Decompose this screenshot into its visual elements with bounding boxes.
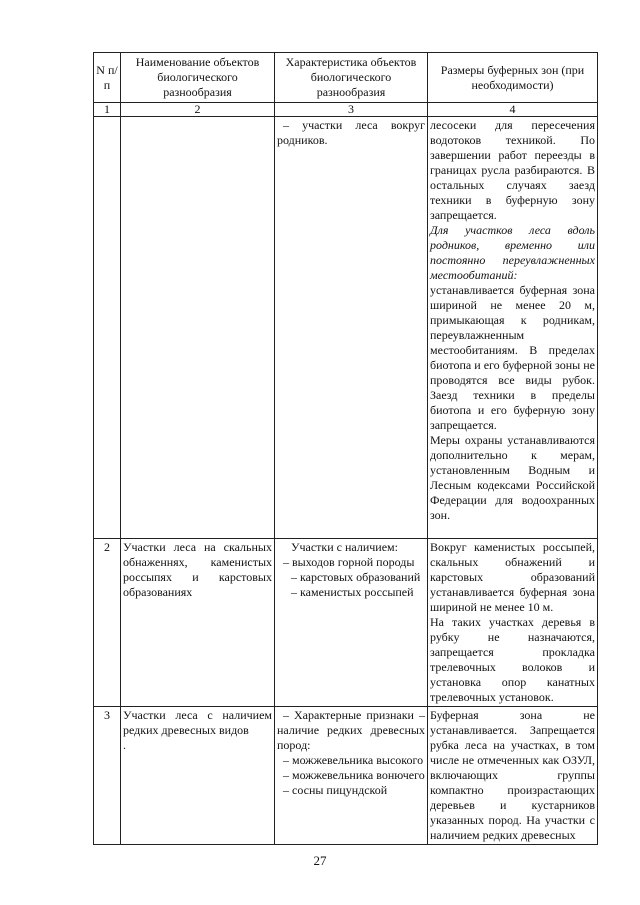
characteristic-item: – можжевельника высокого xyxy=(283,753,424,767)
characteristic-item: – Характерные признаки – наличие редких древесных пород: xyxy=(277,708,425,752)
row-characteristic xyxy=(275,707,428,845)
characteristic-item: – карстовых образований xyxy=(291,570,421,584)
characteristic-item: – участки леса вокруг родников. xyxy=(277,118,425,147)
row-number xyxy=(94,117,121,539)
page-number: 27 xyxy=(313,853,327,868)
header-object-name: Наименование объектов биологического разнообразия xyxy=(121,53,275,103)
buffer-text: Буферная зона не устанавливается. Запрещается рубка леса на участках, в том числе не отмеченных как ОЗУЛ, включающих группы компактно произрастающих деревьев и кустарников указанных пород. На участки с наличием редких древесных xyxy=(430,708,595,842)
column-number: 3 xyxy=(275,103,428,117)
row-buffer-size xyxy=(428,117,598,539)
row-object-name: Участки леса на скальных обнаженнях, каменистых россыпях и карстовых образованиях xyxy=(121,539,275,707)
column-number: 4 xyxy=(428,103,598,117)
row-number: 3 xyxy=(94,707,121,845)
row-characteristic xyxy=(275,539,428,707)
row-object-name xyxy=(121,707,275,845)
header-object-characteristic: Характеристика объектов биологического разнообразия xyxy=(275,53,428,103)
column-number: 1 xyxy=(94,103,121,117)
table-row xyxy=(94,707,598,845)
characteristic-item: – сосны пицундской xyxy=(283,783,388,797)
characteristic-item: – каменистых россыпей xyxy=(291,585,414,599)
buffer-text: Меры охраны устанавливаются дополнительно к мерам, установленным Водным и Лесным кодексами Российской Федерации для водоохранных зон. xyxy=(430,433,595,522)
stray-dot: . xyxy=(123,738,126,752)
object-name-text: Участки леса с наличием редких древесных видов xyxy=(123,708,272,737)
buffer-text: На таких участках деревья в рубку не назначаются, запрещается прокладка трелевочных волоков и установка опор канатных трелевочных установок. xyxy=(430,615,595,704)
buffer-text: устанавливается буферная зона шириной не менее 20 м, примыкающая к родникам, переувлажненным местообитаниям. В пределах биотопа и его буферной зоны не проводятся все виды рубок. Заезд техники в пределы биотопа и его буферную зону запрещается. xyxy=(430,283,595,432)
header-buffer-size: Размеры буферных зон (при необходимости) xyxy=(428,53,598,103)
characteristic-item: Участки с наличием: xyxy=(291,540,398,554)
row-buffer-size xyxy=(428,707,598,845)
table-row xyxy=(94,539,598,707)
table-row xyxy=(94,117,598,539)
column-number-row xyxy=(94,103,598,117)
characteristic-item: – можжевельника вонючего xyxy=(283,768,425,782)
buffer-text-italic: Для участков леса вдоль родников, временно или постоянно переувлажненных местообитаний: xyxy=(430,223,595,282)
header-number: N п/п xyxy=(94,53,121,103)
row-number: 2 xyxy=(94,539,121,707)
buffer-text: Вокруг каменистых россыпей, скальных обнажений и карстовых образований устанавливается буферная зона шириной не менее 10 м. xyxy=(430,540,595,614)
table-header-row xyxy=(94,53,598,103)
row-object-name xyxy=(121,117,275,539)
column-number: 2 xyxy=(121,103,275,117)
buffer-text: лесосеки для пересечения водотоков техникой. По завершении работ переезды в границах русла разбираются. В остальных случаях заезд техники в буферную зону запрещается. xyxy=(430,118,595,222)
row-characteristic xyxy=(275,117,428,539)
buffer-zones-table xyxy=(93,52,598,845)
row-buffer-size xyxy=(428,539,598,707)
characteristic-item: – выходов горной породы xyxy=(283,555,415,569)
